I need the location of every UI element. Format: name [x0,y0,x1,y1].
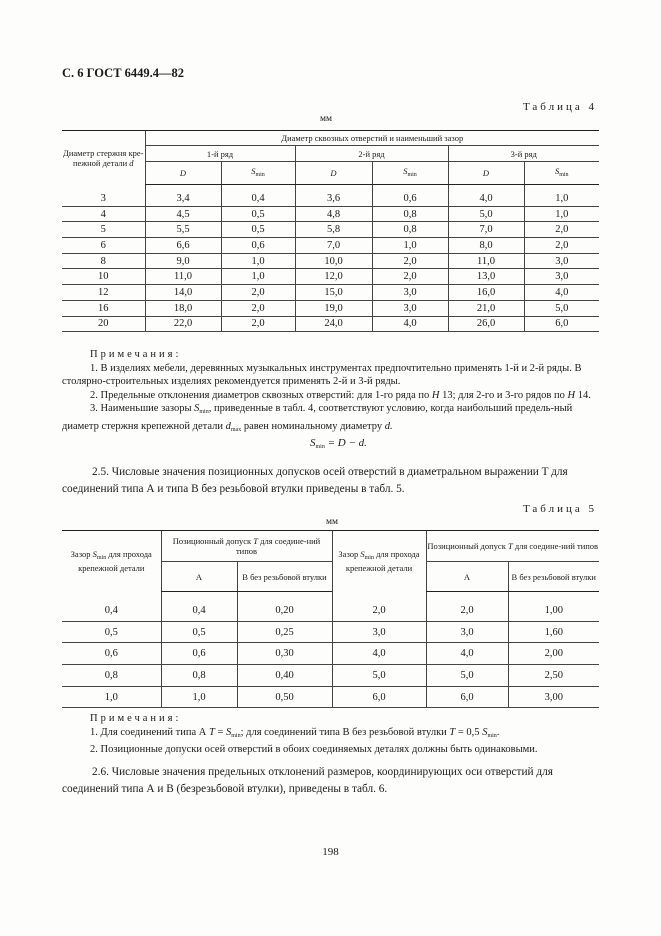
table5-caption: Таблица 5 [522,503,597,515]
table-cell: 5,0 [332,665,426,687]
table-cell: 4,8 [295,206,372,222]
table-cell: 0,8 [161,665,237,687]
table4-notes [62,348,599,438]
table-cell: 1,60 [508,621,599,643]
note4-1: 1. В изделиях мебели, деревянных музыкальных инструментах предпочтительно применять 1-й и 2-й ряды. В столярно-строительных изделиях рекомендуется применять 2-й и 3-й ряды. [62,362,582,388]
table-cell: 11,0 [448,253,524,269]
table-row [62,191,599,206]
table-cell: 6,0 [426,686,508,708]
table-row [62,206,599,222]
header-type-a-2: А [426,562,508,592]
table-cell: 5 [62,222,145,238]
table-cell: 5,0 [524,300,599,316]
header-tolerance-1: Позиционный допуск T для соедине-ний типов [161,531,332,562]
table-cell: 0,50 [237,686,332,708]
header-gap-1: Зазор $S_{min}$ для прохода крепежной детали [62,531,161,592]
table-cell: 5,0 [426,665,508,687]
table-4 [62,130,599,332]
table-cell: 0,5 [62,621,161,643]
table-cell: 4,0 [332,643,426,665]
table-cell: 12,0 [295,269,372,285]
table-cell: 12 [62,285,145,301]
table-cell: 10,0 [295,253,372,269]
table-cell: 6,0 [524,316,599,332]
header-S-3: $S_{min}$ [524,162,599,185]
table-row [62,238,599,254]
table-cell: 0,6 [161,643,237,665]
table-cell: 10 [62,269,145,285]
table-cell: 3,0 [524,269,599,285]
page-number: 198 [322,846,339,858]
table-cell: 4,0 [372,316,448,332]
note5-1: 1. Для соединений типа А $T = S_{min}$; для соединений типа В без резьбовой втулки T = 0,5 $S_{min}$. [90,726,500,739]
note4-3: 3. Наименьшие зазоры $S_{min}$, приведенные в табл. 4, соответствуют условию, когда наибольший предель-ный диаметр стержня крепежной детали $d_{max}$ равен номинальному диаметру d. [62,403,573,433]
table-cell: 0,6 [221,238,295,254]
table-cell: 0,20 [237,600,332,621]
table-cell: 8,0 [448,238,524,254]
table-5 [62,530,599,708]
table-cell: 0,25 [237,621,332,643]
table-cell: 14,0 [145,285,221,301]
header-gap-2: Зазор $S_{min}$ для прохода крепежной детали [332,531,426,592]
table-cell: 20 [62,316,145,332]
table-cell: 0,4 [221,191,295,206]
table-cell: 4,0 [524,285,599,301]
table-cell: 6,0 [332,686,426,708]
header-diameter-d: Диаметр стержня кре-пежной детали d [62,131,145,185]
note5-2: 2. Позиционные допуски осей отверстий в обоих соединяемых деталях должны быть одинаковыми. [90,744,538,756]
table-cell: 3,0 [372,300,448,316]
table-row [62,285,599,301]
header-group: Диаметр сквозных отверстий и наименьший зазор [145,131,599,146]
table-cell: 0,30 [237,643,332,665]
header-tolerance-2: Позиционный допуск T для соедине-ний типов [426,531,599,562]
table-cell: 3,0 [524,253,599,269]
table-cell: 0,8 [372,222,448,238]
table-cell: 0,6 [372,191,448,206]
formula-smin: $S_{min} = D - d$. [310,437,367,450]
table-cell: 2,0 [221,316,295,332]
table-cell: 5,5 [145,222,221,238]
header-D-1: D [145,162,221,185]
table-cell: 19,0 [295,300,372,316]
table-cell: 15,0 [295,285,372,301]
table-row [62,253,599,269]
table-cell: 26,0 [448,316,524,332]
table-cell: 3,0 [332,621,426,643]
table-cell: 5,0 [448,206,524,222]
table-cell: 8 [62,253,145,269]
table-cell: 7,0 [295,238,372,254]
table-cell: 2,0 [372,253,448,269]
table-cell: 1,0 [524,191,599,206]
table4-caption: Таблица 4 [522,101,597,113]
table-row [62,643,599,665]
table-cell: 0,6 [62,643,161,665]
table-cell: 4,0 [426,643,508,665]
table-cell: 0,4 [62,600,161,621]
table-cell: 1,0 [161,686,237,708]
table-cell: 2,50 [508,665,599,687]
table-cell: 6,6 [145,238,221,254]
table-cell: 3 [62,191,145,206]
table4-unit: мм [320,114,333,124]
table-row [62,269,599,285]
paragraph-2-5: 2.5. Числовые значения позиционных допусков осей отверстий в диаметральном выражении T для соединений типа А и типа В без резьбовой втулки приведены в табл. 5. [62,466,568,495]
table-cell: 2,0 [524,238,599,254]
table-cell: 0,8 [62,665,161,687]
table-cell: 16,0 [448,285,524,301]
table-row [62,316,599,332]
header-S-2: $S_{min}$ [372,162,448,185]
table-cell: 7,0 [448,222,524,238]
table-row [62,621,599,643]
table-cell: 3,00 [508,686,599,708]
header-type-a-1: А [161,562,237,592]
table-cell: 1,0 [524,206,599,222]
table-cell: 1,0 [372,238,448,254]
table-cell: 2,0 [372,269,448,285]
table-cell: 0,8 [372,206,448,222]
table-cell: 2,0 [221,285,295,301]
table-cell: 24,0 [295,316,372,332]
table-cell: 1,00 [508,600,599,621]
table-cell: 3,6 [295,191,372,206]
table-row [62,222,599,238]
table-cell: 1,0 [221,253,295,269]
table-cell: 21,0 [448,300,524,316]
table-cell: 6 [62,238,145,254]
header-type-b-2: В без резьбовой втулки [508,562,599,592]
table-cell: 2,00 [508,643,599,665]
header-row2: 2-й ряд [295,146,448,162]
table-cell: 0,5 [161,621,237,643]
table-cell: 16 [62,300,145,316]
table-cell: 4 [62,206,145,222]
table-row [62,300,599,316]
table-cell: 18,0 [145,300,221,316]
header-D-3: D [448,162,524,185]
table-cell: 13,0 [448,269,524,285]
table-cell: 2,0 [221,300,295,316]
table-cell: 1,0 [221,269,295,285]
header-row1: 1-й ряд [145,146,295,162]
header-type-b-1: В без резьбовой втулки [237,562,332,592]
note4-2: 2. Предельные отклонения диаметров сквозных отверстий: для 1-го ряда по H 13; для 2-го и 3-го рядов по H 14. [90,389,591,401]
table-cell: 4,0 [448,191,524,206]
notes4-heading: Примечания: [90,349,182,360]
page-header: С. 6 ГОСТ 6449.4—82 [62,66,185,80]
notes5-heading: Примечания: [90,713,182,724]
table-cell: 3,0 [372,285,448,301]
table-cell: 0,40 [237,665,332,687]
table-cell: 2,0 [524,222,599,238]
table-cell: 5,8 [295,222,372,238]
table-cell: 4,5 [145,206,221,222]
table5-unit: мм [326,517,339,527]
table-cell: 11,0 [145,269,221,285]
table5-notes [62,712,599,757]
table-cell: 2,0 [426,600,508,621]
table-cell: 9,0 [145,253,221,269]
table-cell: 22,0 [145,316,221,332]
table-cell: 1,0 [62,686,161,708]
table-row [62,665,599,687]
table-row [62,600,599,621]
header-D-2: D [295,162,372,185]
table-row [62,686,599,708]
paragraph-2-6: 2.6. Числовые значения предельных отклонений размеров, координирующих оси отверстий для соединений типа А и В (безрезьбовой втулки), приведены в табл. 6. [62,766,553,795]
table-cell: 0,5 [221,222,295,238]
table-cell: 2,0 [332,600,426,621]
header-row3: 3-й ряд [448,146,599,162]
header-S-1: $S_{min}$ [221,162,295,185]
table-cell: 3,0 [426,621,508,643]
table-cell: 3,4 [145,191,221,206]
table-cell: 0,4 [161,600,237,621]
table-cell: 0,5 [221,206,295,222]
